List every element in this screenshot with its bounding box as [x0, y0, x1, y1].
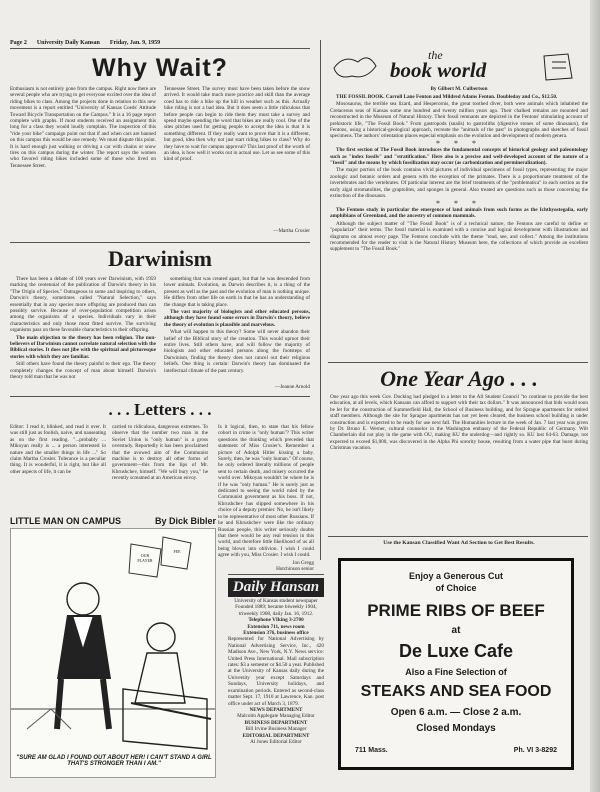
book-p4: The Fentons study in particular the emergence of land animals from such forms as the Ichthyostegalia, early amphibians of Greenland, and the ancestry of common mammals. — [330, 206, 588, 220]
why-wait-col2: Tennessee Street. The survey must have been taken before the snow arrived. It would take much more practice and skill than the average coed has to ride a bike up the hill in weather such as this. Actually bike riding is not a bad idea. But it does seem a little ridiculous that before people can begin to ride them they must take a survey and spend maybe spending the word that bikes are really cool. One of the sites pitches used for getting people to accept the idea is that it is something different. If they really want to prove that it is a different, but good, idea then why not just start riding bikes to class? Why do they have to wait for campus approval? This last proof of the worth of an idea, is how well it works out in actual use. Let us see some of this kind of proof. — [164, 86, 310, 163]
ad-line-6: Also a Fine Selection of — [405, 667, 507, 677]
masthead-rule — [228, 574, 324, 575]
book-p1: Mososaurus, the terrible sea lizard, and Hesperornis, the great toothed diver, both were animals which inhabited the Cretaceous seas of Kansas some one hundred and twenty million years ago. Their chalked remains are mounted and reconstructed in the Museum of Natural History. Their fossil remnants are depicted in the Fentons' stimulating account of prehistoric life, "The Fossil Book." From gastropods (snails) to gastroliths (digestive stones of some dinosaurs), the Fentons, using a historical-geological approach, recreate the "animals of the past" in photographs and sketches of fossil specimens. The authors' orientation places especial emphasis on the evolution and development of modern genera. — [330, 101, 588, 140]
cartoon-panel — [10, 528, 216, 778]
ad-line-7: STEAKS AND SEA FOOD — [360, 683, 552, 700]
masthead-name: Daily Hansan — [228, 578, 324, 597]
book-p2: The first section of The Fossil Book introduces the fundamental concepts of historical geology and paleontology such as "index fossils" and "stratification." Here also is a precise and well-developed account of the nature of a "fossil" and the means by which fossilization may occur (as carbonization and permineralization). — [330, 147, 588, 167]
why-wait-signature: —Martha Crosier — [273, 228, 310, 234]
one-year-ago-text: One year ago this week Gov. Docking had pledged in a letter to the All Student Council "to continue to provide the best education, at all levels, which Kansans can afford to support with their tax dollars." It was announced that bids would soon be let for the construction of Summerfield Hall, the School of Business building, and for Sprague apartments for retired staff members. Although the site for Sprague apartments has not yet been cleared, the business school building is under construction and is expected to be ready for use next fall. The Humanities lecture in the week of Jan. 7 last year was given by Dr. Bruno E. Werner, cultural counselor in the Washington embassy of the Federal Republic of Germany. Wilt Chamberlain did not play in the game with OU, making KU the underdog—and rightly so. KU lost 64-63. Damage, not expected to exceed $1,000, was discovered in the Alpha Phi sorority house, resulting from a water pipe that burst during Christmas vacation. — [330, 394, 588, 452]
masthead-biz-dept: BUSINESS DEPARTMENT — [244, 719, 308, 726]
separator-stars: * * * — [436, 138, 482, 148]
cartoon-title: LITTLE MAN ON CAMPUS — [10, 516, 121, 526]
book-world-name: book world — [390, 58, 487, 82]
book-byline: By Gilbert M. Culbertson — [430, 86, 488, 92]
darwinism-col2-end: What will happen to this theory? Some will never abandon their belief of the Biblical story of the creation. This would uproot their entire lives. Still others have, and will follow the majority of biologists and other educated persons along the footsteps of Darwinism, finding the theory does not cancel out their religious beliefs. One thing is certain: Darwin's theory has dominated the intellectual climate of the past century. — [164, 329, 310, 374]
issue-date: Friday, Jan. 9, 1959 — [109, 40, 161, 46]
letters-col2: carried to ridiculous, dangerous extremes. To observe that the number two man in the Soviet Union is "only human" is a gross overstudy. Reportedly it has been proclaimed that the avowed aim of the Communist machine is to destroy all other forms of government—this from the lips of Mr. Khrushchev, himself. "We will bury you," he recently screamed at an American envoy. — [112, 424, 208, 482]
darwinism-signature: —Jeanne Arnold — [274, 384, 310, 390]
letters-signature: Jon Gregg — [292, 560, 314, 566]
column-divider — [320, 40, 321, 560]
darwinism-col2-bold: The vast majority of biologists and other educated persons, although they have found some errors in Darwin's theory, believe the theory of evolution is plausible and marvelous. — [164, 309, 310, 328]
masthead-line: Represented for National Advertising by National Advertising Service, Inc., 420 Madison Ave., New York, N.Y. News service: United Press International. Mail subscription rates: $3 a semester or $4.50 a year. Published at the University of Kansas daily during the University year except Saturdays and Sundays, University holidays, and examination periods. Entered as second-class matter Sept. 17, 1910 at Lawrence, Kan. post office under act of March 3, 1879. — [228, 636, 324, 707]
book-p5: Although the subject matter of "The Fossil Book" is of a technical nature, the Fentons are careful to define or "popularize" their terms. The fossil material is examined with a concise and logical development with illustrations and diagrams on almost every page. The Fentons conclude with the theme "read, see, and collect." Among the institutions recommended for the reader to visit is the Natural History Museum here, the collections of which provide an excellent supplement to "The Fossil Book." — [330, 220, 588, 253]
cartoon-sign-2: FEE — [173, 549, 181, 554]
darwinism-col1-p1: There has been a debate of 100 years over Darwinism, with 1959 marking the centennial of the publication of Darwin's theory in his "The Origin of Species." Outrageous to some and inspiring to others, Darwin's theory, sometimes called "Natural Selection," says essentially that in any species more offspring are produced than can possibly survive. Because of over-population competition arises among the organisms of a species. Individuals vary in their characteristics and only those most fitted survive. The surviving organisms pass on these favorable characteristics to their offspring. — [10, 276, 156, 334]
masthead-news-names: Malcolm Applegate Managing Editor — [237, 713, 315, 720]
ad-line-8: Open 6 a.m. — Close 2 a.m. — [390, 707, 522, 718]
page-edge — [590, 0, 600, 792]
darwinism-col1-bold: The main objection to the theory has been religion. The non-believers of Darwinism cannot correlate natural selection with the Biblical stories. It does not jibe with the spiritual and picturesque stories with which they are familiar. — [10, 334, 156, 360]
why-wait-col1: Enthusiasm is not entirely gone from the campus. Right now there are several people who are trying to get everyone excited over the idea of riding bikes to class. Among the projects done in relation to this new movement is a report entitled "University of Kansas Coeds' Attitude Toward Bicycle Transportation on the Campus." It is a 16 page report complete with graphs. If most students received an assignment this long for a class they would loudly complain. The inspection of this "ride your bike" campaign point out that if and when cars are banned on this campus this would be one remedy. We must dispute this point. It is hard enough just walking or driving a car with chains or snow tires on this campus during the winter. The report says the women who favored riding bikes included some of those who lived on Tennessee Street. — [10, 86, 156, 169]
masthead-details — [228, 598, 324, 764]
page-number: Page 2 — [10, 40, 27, 46]
masthead-line: Founded 1889; became biweekly 1904, — [235, 604, 317, 611]
cartoon-caption: "SURE AM GLAD I FOUND OUT ABOUT HER! I CAN'T STAND A GIRL THAT'S STRONGER THAN I AM." — [16, 755, 212, 767]
darwinism-col1-end: Still others have found the theory painful to their ego. The theory completely changes the concept of man about himself. Darwin's theory told man that he was not — [10, 361, 156, 381]
masthead-line: Extension 711, news room — [247, 623, 305, 630]
header-rule — [10, 48, 310, 49]
classified-notice: Use the Kansan Classified Want Ad Section to Get Best Results. — [383, 540, 535, 546]
page-header — [10, 40, 310, 46]
cartoon-byline: By Dick Bibler — [154, 516, 216, 526]
masthead-biz-names: Bill Irvine Business Manager — [245, 726, 307, 733]
ad-line-4: at — [451, 625, 461, 636]
ad-line-3: PRIME RIBS OF BEEF — [367, 601, 545, 620]
section-rule — [328, 536, 588, 537]
de-luxe-cafe-ad — [338, 558, 574, 770]
letters-signature-title: Hutchinson senior — [276, 566, 314, 572]
section-rule — [10, 396, 310, 397]
book-head: THE FOSSIL BOOK. Carroll Lane Fenton and Mildred Adams Fenton. Doubleday and Co., $12.50. — [336, 94, 558, 100]
ad-footer — [341, 747, 571, 754]
darwinism-col2 — [164, 276, 310, 382]
cartoon-sign-1: OUR PLAYER — [137, 553, 153, 563]
letters-col1: Editor: I read it, blinked, and read it over. It was still just as foolish, naive, and nauseating as on the first reading. "...probably ... Mikoyan really is ... a person interested in nature and the smaller things in life ..." So claim Martha Crosier. Tolerance is a peculiar thing. It is wonderful, it is right, but like all other aspects of life, it can be — [10, 424, 106, 475]
ad-line-5: De Luxe Cafe — [398, 641, 514, 661]
paper-name: University Daily Kansan — [36, 40, 100, 46]
one-year-ago-title: One Year Ago . . . — [380, 366, 538, 391]
darwinism-title: Darwinism — [108, 246, 212, 271]
ad-line-2: of Choice — [435, 583, 477, 593]
masthead-news-dept: NEWS DEPARTMENT — [249, 706, 303, 713]
why-wait-title: Why Wait? — [92, 54, 228, 82]
darwinism-col2-p1: something that was created apart, but that he was descended from lower animals. Evolution, as Darwin describes it, is a thing of the present as well as the past and the evolution of man is nothing unique. He differs from other life on earth in that he has an understanding of the change that is taking place. — [164, 276, 310, 308]
ad-line-9: Closed Mondays — [416, 723, 496, 734]
ad-line-1: Enjoy a Generous Cut — [408, 571, 504, 581]
letters-title: . . . Letters . . . — [108, 400, 212, 419]
section-rule — [10, 242, 310, 243]
masthead-ed-dept: EDITORIAL DEPARTMENT — [242, 732, 310, 739]
cartoon-illustration — [11, 529, 216, 778]
book-world-the: the — [428, 48, 443, 62]
masthead-line: triweekly 1908, daily Jan. 16, 1912. — [238, 610, 314, 617]
section-rule — [328, 362, 588, 363]
book-p3: The major portion of the book contains vivid pictures of individual specimens of fossil types, representing the major zoologic and botanic orders and genera with the exception of the primates. There is a proportionate treatment of the invertebrates and the vertebrates. Of particular interest are the brief treatments of the "problematica" in each section as the early algal stromatolites, the graptolites, and sponges in general. Also treated are questions such as those concerning the extinction of the dinosaurs. — [330, 167, 588, 200]
cartoon-heading — [10, 516, 216, 526]
ad-address: 711 Mass. — [355, 747, 388, 754]
masthead-ed-names: Al Jones Editorial Editor — [250, 738, 302, 745]
masthead-line: Telephone VIking 3-2700 — [248, 617, 304, 624]
separator-stars: * * * — [436, 198, 482, 208]
ad-phone: Ph. VI 3-8292 — [513, 747, 557, 754]
letters-col3: Is it logical, then, to state that his fellow cohort in crime is "only human"? This writer questions the thinking which preceded that statement of Miss Crosier's. Remember a picture of Adolph Hitler kissing a baby. Surely, then, he was "only human." Of course, he only ordered literally millions of people sent to certain death, and misery occurred the world over. Mikoyan wouldn't be where he is if he was "only human." He is surely just as dedicated to seeing the world ruled by the Communist government as his boss. If not, Khrushchev has slipped somewhere in his choice of a deputy premier. No, he isn't likely to be representative of most other Russians. If he and Khrushchev were like the ordinary Russian people, this writer seriously doubts that there would be any real tension in this world, and therefore little likelihood of us all being blown into oblivion. I wish I could agree with you, Miss Crosier. I wish I could. — [218, 424, 314, 559]
masthead-line: Extension 376, business office — [243, 630, 309, 637]
masthead-line: University of Kansas student newspaper — [234, 598, 318, 604]
book-world-logo — [330, 48, 588, 86]
darwinism-col1 — [10, 276, 156, 392]
